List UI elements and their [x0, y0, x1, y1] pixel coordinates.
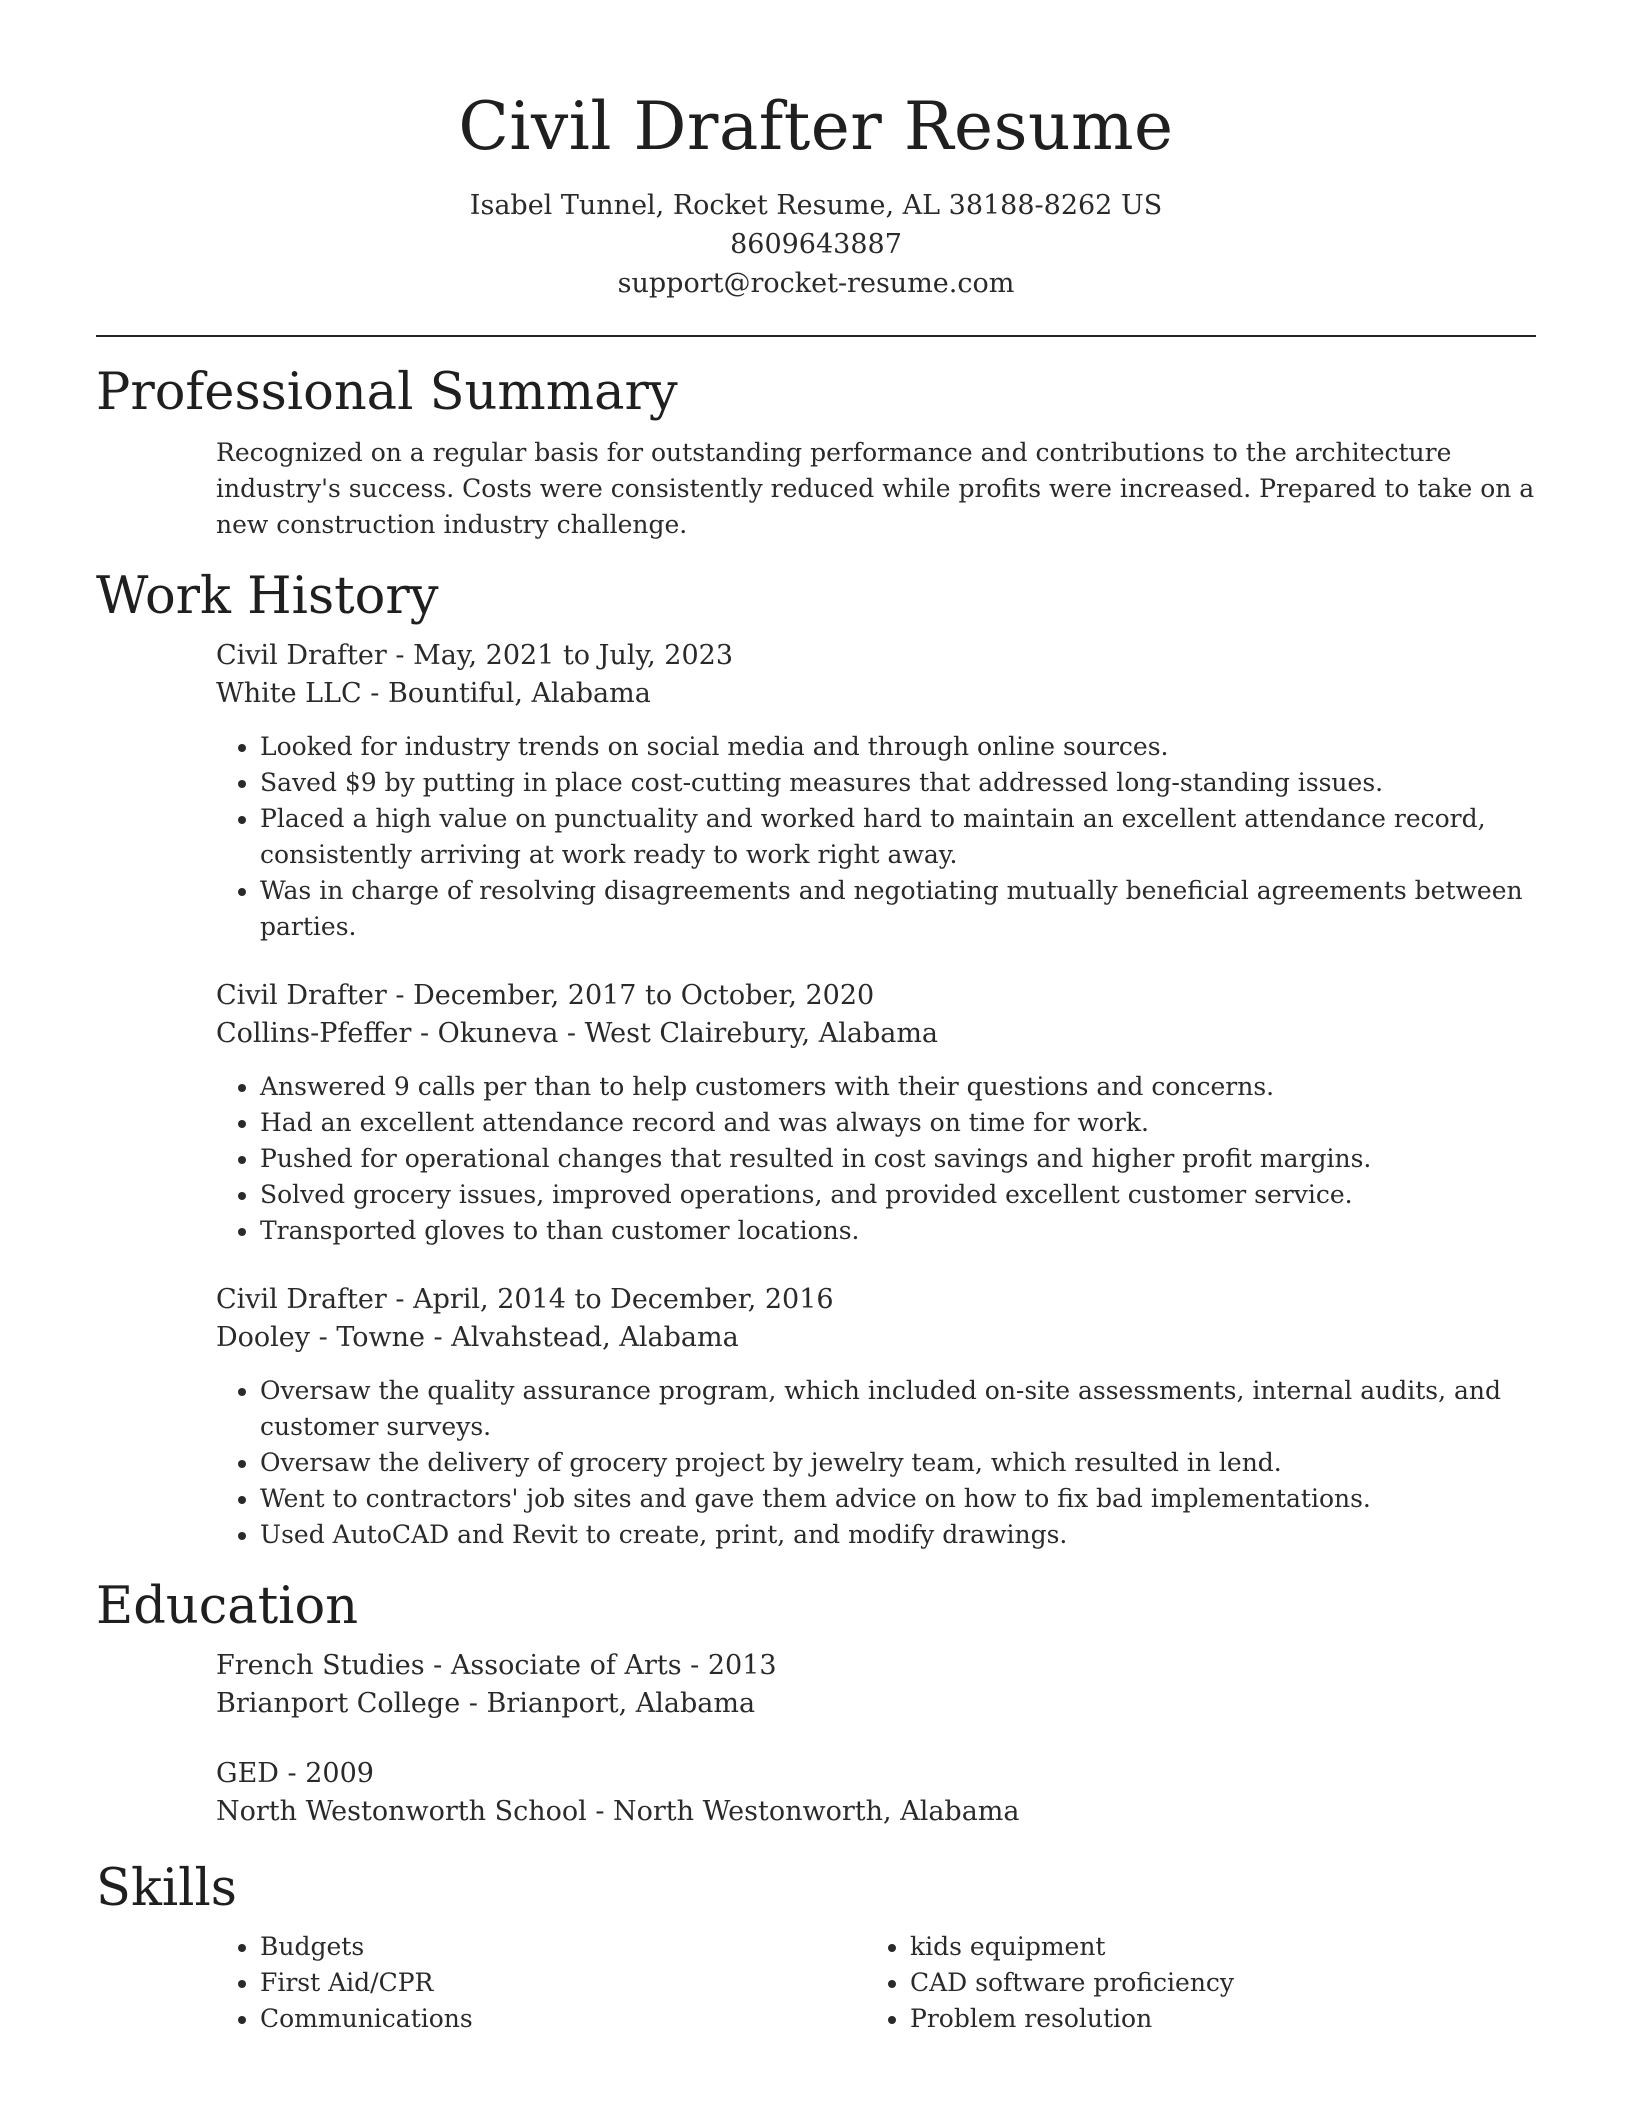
skill-item: • kids equipment	[910, 1929, 1516, 1965]
education-entry	[216, 1647, 1536, 1723]
job-entry	[216, 1281, 1536, 1553]
work-history-heading: Work History	[96, 567, 439, 626]
skills-column-right	[866, 1929, 1516, 2037]
contact-email: support@rocket-resume.com	[617, 268, 1015, 299]
list-item: • Oversaw the delivery of grocery project by jewelry team, which resulted in lend.	[260, 1445, 1536, 1481]
job-entry	[216, 637, 1536, 945]
education-school-line: Brianport College - Brianport, Alabama	[216, 1688, 756, 1719]
resume-page	[96, 0, 1536, 2037]
job-entry	[216, 977, 1536, 1249]
education-degree-line: French Studies - Associate of Arts - 2013	[216, 1650, 777, 1681]
job-org-line: Dooley - Towne - Alvahstead, Alabama	[216, 1322, 739, 1353]
list-item: • Went to contractors' job sites and gave them advice on how to fix bad implementations.	[260, 1481, 1536, 1517]
skills-grid	[216, 1929, 1536, 2037]
job-org-line: White LLC - Bountiful, Alabama	[216, 678, 651, 709]
skill-item: • Communications	[260, 2001, 866, 2037]
skills-heading: Skills	[96, 1859, 237, 1918]
education-entry	[216, 1755, 1536, 1831]
list-item: • Pushed for operational changes that resulted in cost savings and higher profit margins.	[260, 1141, 1536, 1177]
job-bullets	[216, 1373, 1536, 1553]
summary-text: Recognized on a regular basis for outstanding performance and contributions to the architecture industry's success. Costs were consistently reduced while profits were increased. Prepared to take on a new construction industry challenge.	[216, 438, 1535, 539]
contact-phone: 8609643887	[730, 229, 902, 260]
skill-item: • First Aid/CPR	[260, 1965, 866, 2001]
list-item: • Looked for industry trends on social media and through online sources.	[260, 729, 1536, 765]
skills-column-left	[216, 1929, 866, 2037]
list-item: • Transported gloves to than customer locations.	[260, 1213, 1536, 1249]
job-bullets	[216, 1069, 1536, 1249]
summary-section	[216, 435, 1536, 543]
summary-heading: Professional Summary	[96, 363, 678, 422]
list-item: • Had an excellent attendance record and was always on time for work.	[260, 1105, 1536, 1141]
contact-block	[96, 186, 1536, 303]
skill-item: • CAD software proficiency	[910, 1965, 1516, 2001]
education-school-line: North Westonworth School - North Westonworth, Alabama	[216, 1796, 1020, 1827]
education-degree-line: GED - 2009	[216, 1758, 374, 1789]
list-item: • Saved $9 by putting in place cost-cutting measures that addressed long-standing issues.	[260, 765, 1536, 801]
list-item: • Oversaw the quality assurance program, which included on-site assessments, internal audits, and customer surveys.	[260, 1373, 1536, 1445]
skill-item: • Budgets	[260, 1929, 866, 1965]
job-title-line: Civil Drafter - May, 2021 to July, 2023	[216, 640, 734, 671]
contact-address: Isabel Tunnel, Rocket Resume, AL 38188-8262 US	[469, 190, 1163, 221]
list-item: • Was in charge of resolving disagreements and negotiating mutually beneficial agreements between parties.	[260, 873, 1536, 945]
job-title-line: Civil Drafter - December, 2017 to October, 2020	[216, 980, 875, 1011]
list-item: • Answered 9 calls per than to help customers with their questions and concerns.	[260, 1069, 1536, 1105]
skill-item: • Problem resolution	[910, 2001, 1516, 2037]
education-heading: Education	[96, 1577, 359, 1636]
resume-title: Civil Drafter Resume	[458, 88, 1174, 165]
job-org-line: Collins-Pfeffer - Okuneva - West Clairebury, Alabama	[216, 1018, 939, 1049]
list-item: • Used AutoCAD and Revit to create, print, and modify drawings.	[260, 1517, 1536, 1553]
job-title-line: Civil Drafter - April, 2014 to December, 2016	[216, 1284, 834, 1315]
list-item: • Solved grocery issues, improved operations, and provided excellent customer service.	[260, 1177, 1536, 1213]
header-divider	[96, 335, 1536, 337]
list-item: • Placed a high value on punctuality and worked hard to maintain an excellent attendance record, consistently arriving at work ready to work right away.	[260, 801, 1536, 873]
job-bullets	[216, 729, 1536, 945]
